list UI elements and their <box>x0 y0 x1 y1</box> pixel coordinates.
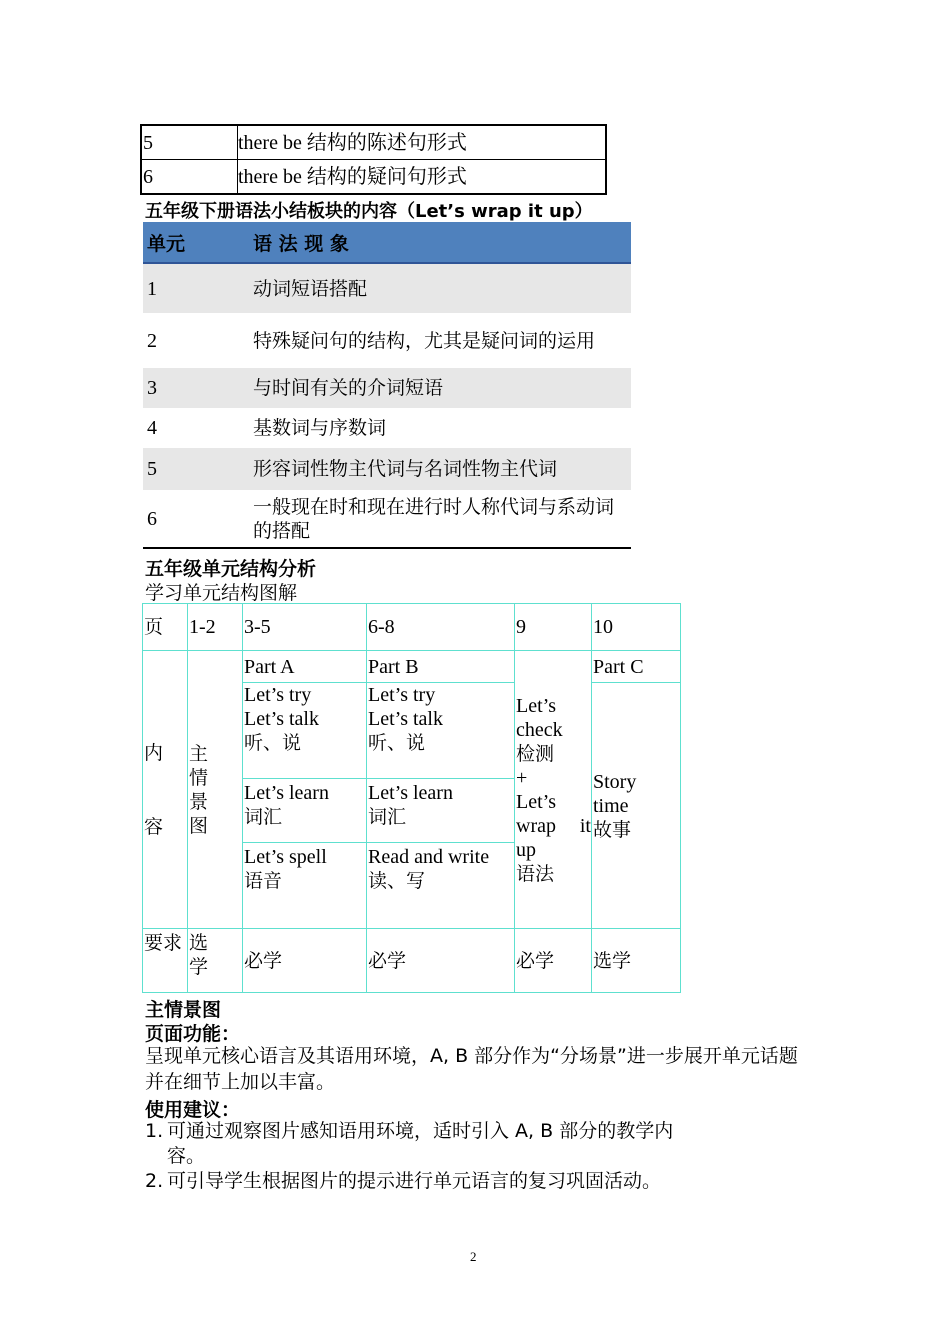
table-row <box>143 929 681 993</box>
b-talk-cell <box>367 683 515 779</box>
table-row <box>143 604 681 651</box>
part-a-label: Part A <box>243 651 367 683</box>
grammar-header: 语 法 现 象 <box>249 222 631 263</box>
part-c-label: Part C <box>592 651 681 683</box>
a-talk: Let’s talk <box>244 708 319 730</box>
grammar-text: there be 结构的疑问句形式 <box>238 160 607 195</box>
unit-number: 3 <box>143 368 249 408</box>
table-row <box>143 408 631 448</box>
page-label: 页 <box>143 604 188 651</box>
page-number: 2 <box>470 1249 477 1264</box>
function-text: 呈现单元核心语言及其语用环境，A, B 部分作为“分场景”进一步展开单元话题并在细节上加以丰富。 <box>145 1045 798 1093</box>
page-range: 10 <box>592 604 681 651</box>
story-line: Story <box>593 770 637 793</box>
b-try: Let’s try <box>368 684 436 706</box>
page-range: 1-2 <box>188 604 243 651</box>
suggest-item <box>145 1169 705 1194</box>
grammar-text: 动词短语搭配 <box>249 263 631 313</box>
check-line <box>516 814 591 838</box>
suggest-label: 使用建议： <box>145 1099 241 1121</box>
a-vocab: 词汇 <box>244 806 283 828</box>
b-learn: Let’s learn <box>368 782 453 804</box>
part-b-label: Part B <box>367 651 515 683</box>
check-word: it <box>579 814 591 837</box>
unit-number: 6 <box>143 490 249 548</box>
grammar-section-title: 五年级下册语法小结板块的内容（Let’s wrap it up） <box>145 201 593 222</box>
content-label-bottom: 容 <box>144 815 164 838</box>
a-listen: 听、说 <box>244 732 302 754</box>
a-spell-cell <box>243 843 367 929</box>
table-row <box>143 313 631 368</box>
main-scene-text: 主情景图 <box>189 742 209 837</box>
grammar-table <box>143 222 631 549</box>
grammar-text: 与时间有关的介词短语 <box>249 368 631 408</box>
table-header-row <box>143 222 631 263</box>
unit-number: 5 <box>143 448 249 490</box>
a-learn-cell <box>243 779 367 843</box>
table-row <box>143 368 631 408</box>
requirement-text: 选学 <box>189 932 209 978</box>
suggest-num: 1. <box>145 1120 164 1142</box>
a-talk-cell <box>243 683 367 779</box>
unit-header: 单元 <box>143 222 249 263</box>
structure-section-subtitle: 学习单元结构图解 <box>145 582 298 604</box>
check-line: Let’s <box>516 790 556 813</box>
table-row <box>141 125 606 160</box>
grammar-text: 特殊疑问句的结构，尤其是疑问词的运用 <box>253 329 596 352</box>
unit-number: 2 <box>147 329 157 352</box>
check-line: + <box>516 766 528 789</box>
suggest-text: 可通过观察图片感知语用环境，适时引入 A, B 部分的教学内容。 <box>167 1120 674 1167</box>
content-label-top: 内 <box>144 741 164 764</box>
grammar-text: 基数词与序数词 <box>253 417 387 439</box>
a-learn: Let’s learn <box>244 782 329 804</box>
check-line: 语法 <box>516 862 555 885</box>
check-line: up <box>516 838 536 861</box>
b-learn-cell <box>367 779 515 843</box>
b-talk: Let’s talk <box>368 708 443 730</box>
page-range: 9 <box>515 604 592 651</box>
story-cell <box>592 683 681 929</box>
b-listen: 听、说 <box>368 732 426 754</box>
story-line: time <box>593 794 629 817</box>
suggest-item <box>145 1119 705 1169</box>
table-row <box>143 651 681 683</box>
unit-number: 1 <box>143 263 249 313</box>
requirement-value <box>188 929 243 993</box>
main-scene-cell <box>188 651 243 929</box>
table-row <box>143 448 631 490</box>
table-row <box>143 490 631 548</box>
structure-section-title: 五年级单元结构分析 <box>145 558 317 580</box>
requirement-value: 选学 <box>592 929 681 993</box>
check-word: wrap <box>516 814 556 837</box>
suggest-num: 2. <box>145 1170 164 1192</box>
b-rw: 读、写 <box>368 870 426 892</box>
requirement-value: 必学 <box>515 929 592 993</box>
a-spell: Let’s spell <box>244 846 327 868</box>
grammar-text: 形容词性物主代词与名词性物主代词 <box>249 448 631 490</box>
unit-number: 6 <box>141 160 238 195</box>
requirement-value: 必学 <box>243 929 367 993</box>
grammar-text: 一般现在时和现在进行时人称代词与系动词的搭配 <box>249 490 631 548</box>
main-scene-title: 主情景图 <box>145 999 222 1021</box>
check-wrap-cell <box>515 651 592 929</box>
check-line: 检测 <box>516 742 555 765</box>
grammar-text: there be 结构的陈述句形式 <box>238 125 607 160</box>
table-row <box>143 263 631 313</box>
check-line: check <box>516 718 563 741</box>
content-label <box>143 651 188 929</box>
check-line: Let’s <box>516 694 556 717</box>
a-phonics: 语音 <box>244 870 283 892</box>
a-try: Let’s try <box>244 684 312 706</box>
unit-structure-table <box>142 603 681 993</box>
b-read: Read and write <box>368 846 490 868</box>
function-label: 页面功能： <box>145 1023 241 1045</box>
unit-grammar-table-top <box>140 124 607 195</box>
b-read-cell <box>367 843 515 929</box>
grammar-table-wrapper <box>143 222 631 549</box>
requirement-value: 必学 <box>367 929 515 993</box>
suggest-text: 可引导学生根据图片的提示进行单元语言的复习巩固活动。 <box>167 1170 662 1192</box>
story-line: 故事 <box>593 818 632 841</box>
table-row <box>141 160 606 195</box>
unit-number: 5 <box>141 125 238 160</box>
b-vocab: 词汇 <box>368 806 407 828</box>
requirement-label: 要求 <box>143 929 188 993</box>
page-range: 6-8 <box>367 604 515 651</box>
unit-number: 4 <box>147 417 157 439</box>
page-range: 3-5 <box>243 604 367 651</box>
